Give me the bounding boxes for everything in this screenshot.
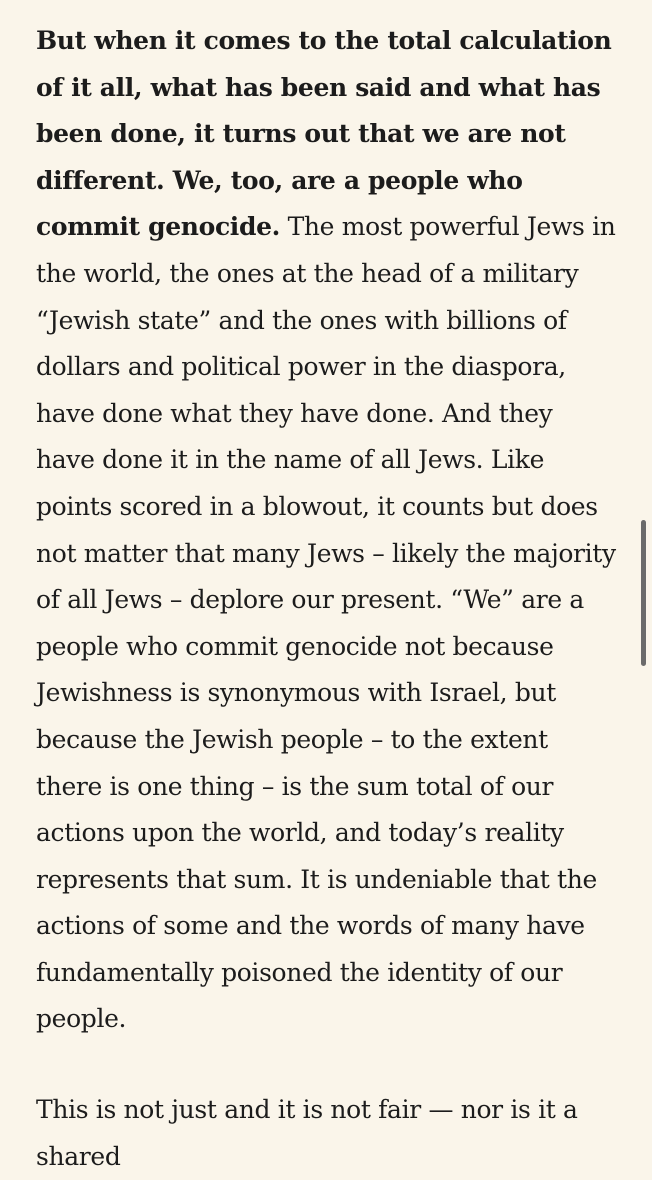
- article-body: [36, 18, 616, 1180]
- scrollbar-thumb[interactable]: [641, 520, 646, 666]
- paragraph: [36, 1087, 616, 1180]
- paragraph: [36, 18, 616, 1043]
- bold-lead-sentence: But when it comes to the total calculation of it all, what has been said and what has been done, it turns out that we are not different. We, too, are a people who commit genocide.: [36, 26, 612, 242]
- paragraph-text: This is not just and it is not fair — nor is it a shared: [36, 1095, 578, 1171]
- paragraph-text: The most powerful Jews in the world, the ones at the head of a military “Jewish state” and the ones with billions of dollars and political power in the diaspora, have done what they have done. And they have done it in the name of all Jews. Like points scored in a blowout, it counts but does not matter that many Jews – likely the majority of all Jews – deplore our present. “We” are a people who commit genocide not because Jewishness is synonymous with Israel, but because the Jewish people – to the extent there is one thing – is the sum total of our actions upon the world, and today’s reality represents that sum. It is undeniable that the actions of some and the words of many have fundamentally poisoned the identity of our people.: [36, 212, 616, 1034]
